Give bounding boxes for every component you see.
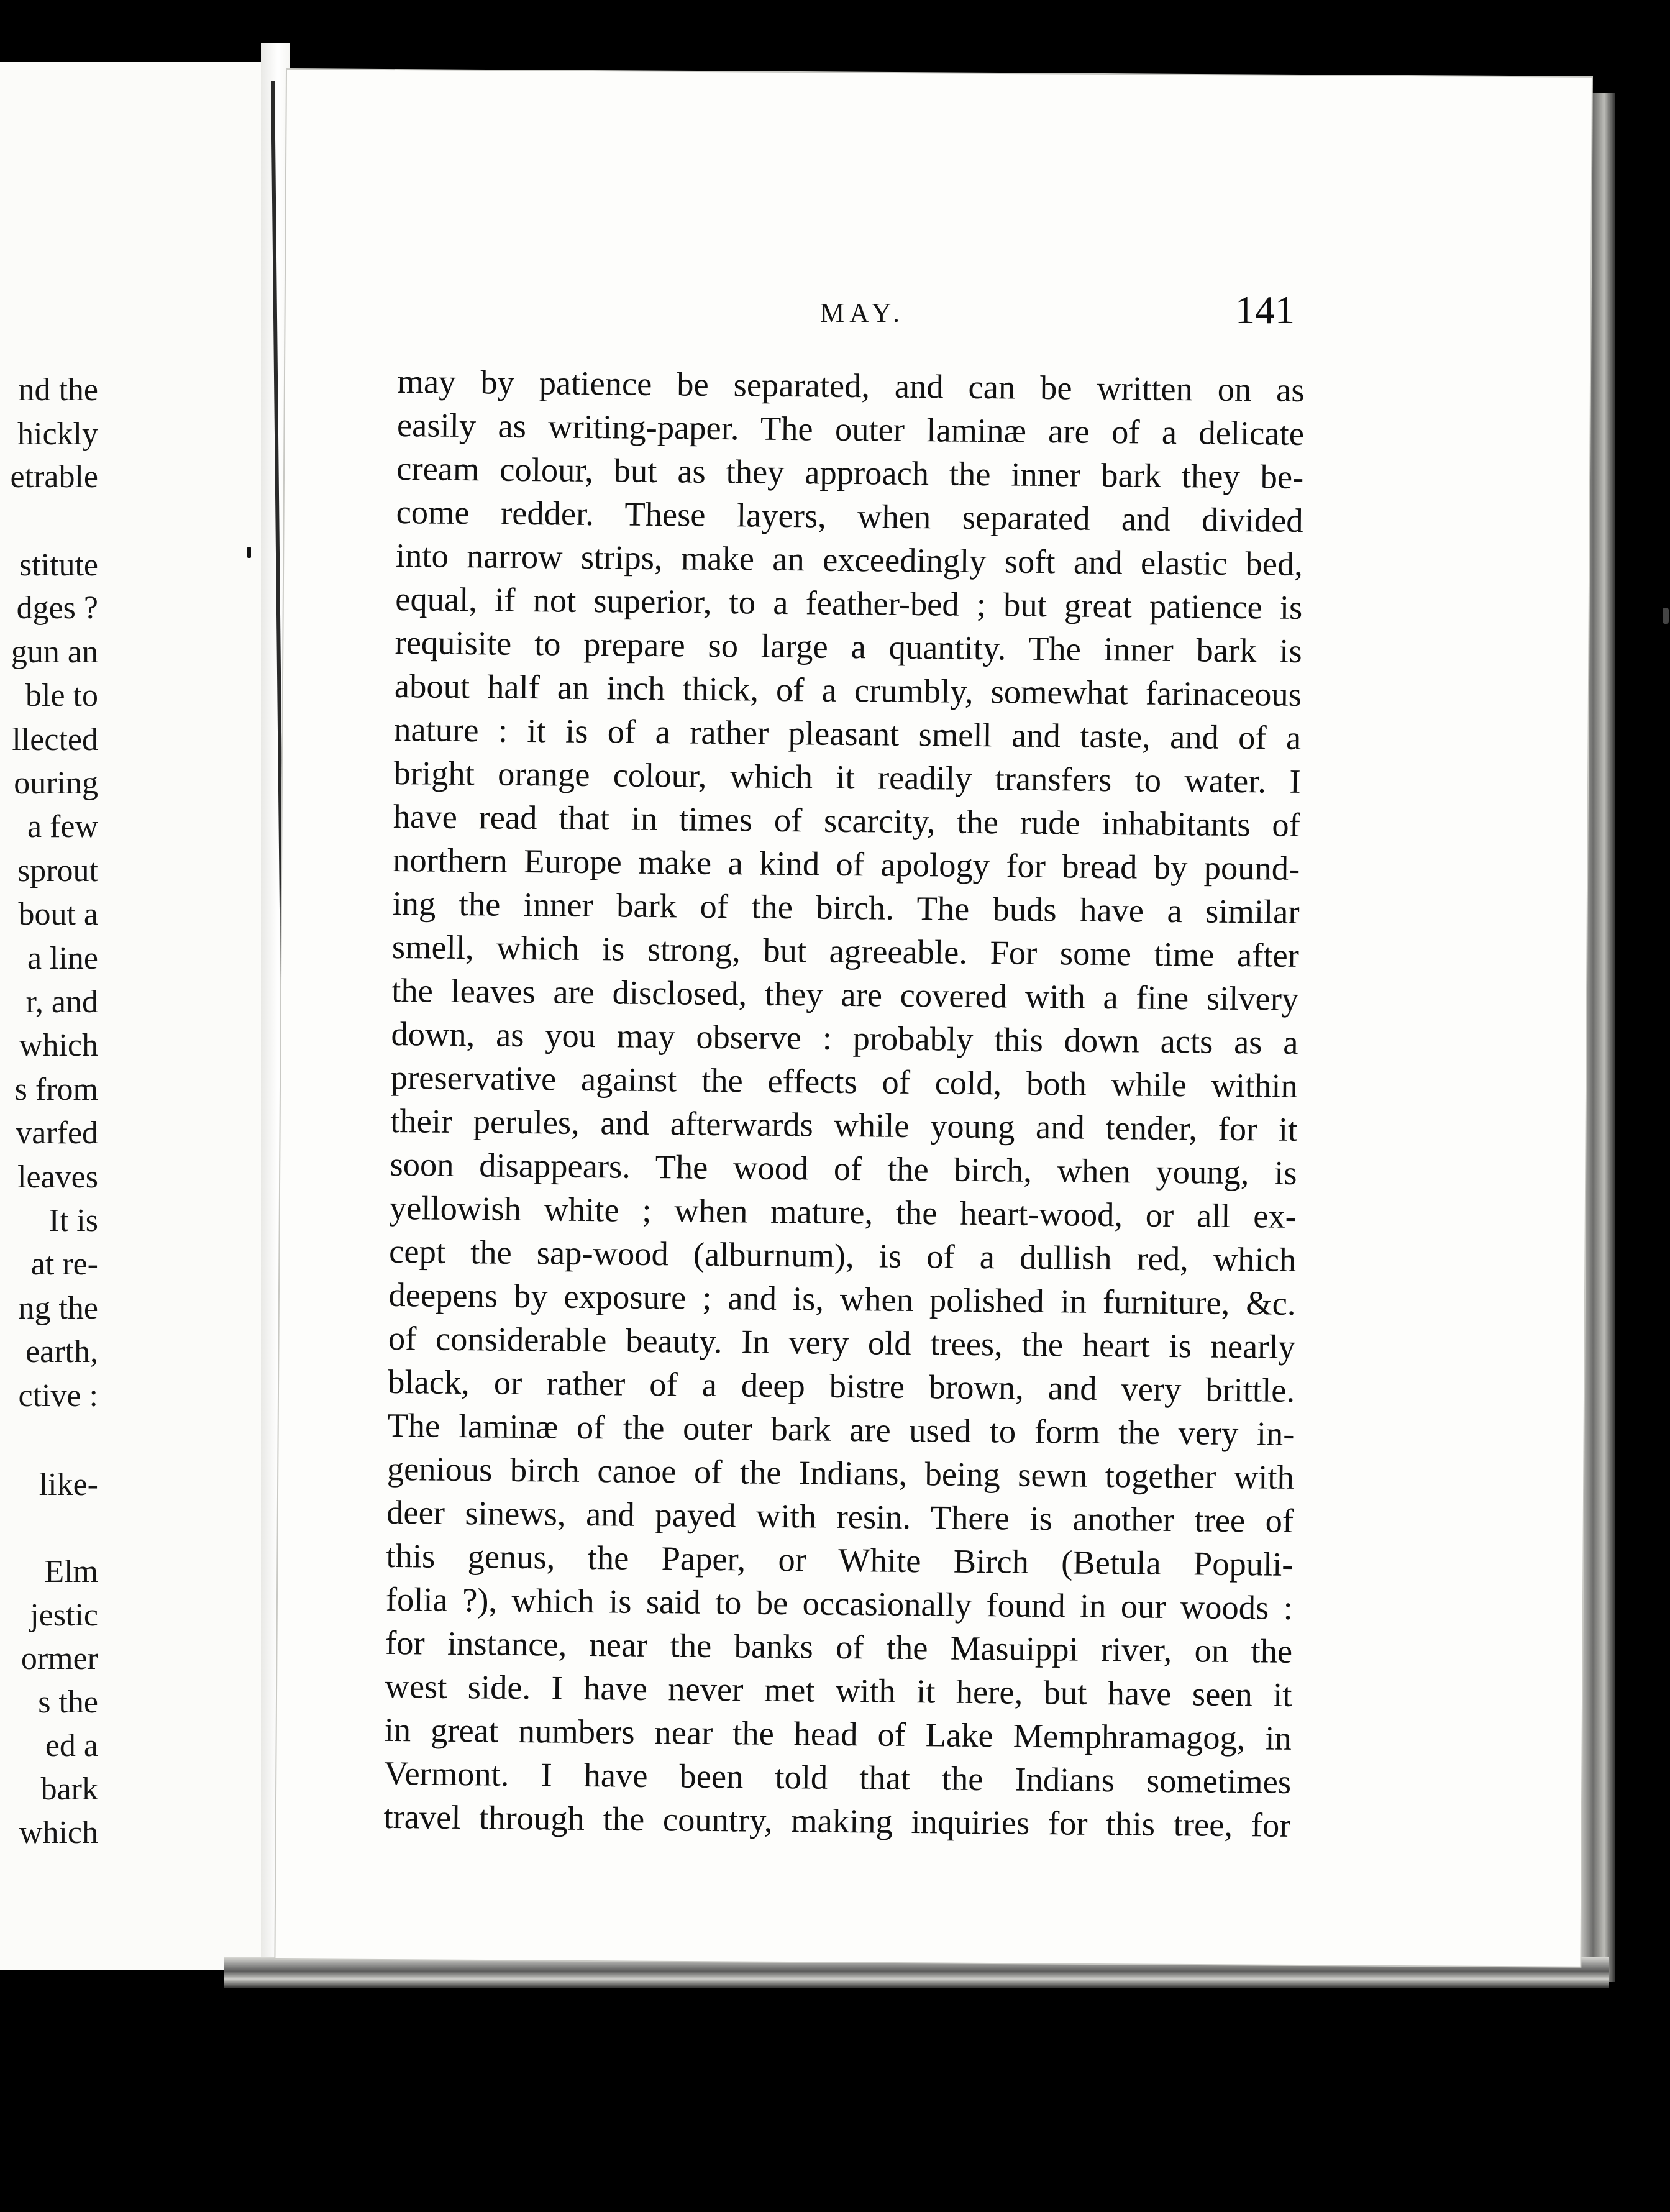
previous-page-line: llected — [12, 722, 98, 757]
previous-page-line: bark — [40, 1771, 98, 1807]
text-line: requisite to prepare so large a quantity. The inner bark is — [395, 623, 1302, 670]
text-line: come redder. These layers, when separated and divided — [396, 492, 1303, 540]
text-line: have read that in times of scarcity, the rude inhabitants of — [393, 797, 1301, 844]
previous-page-line: earth, — [25, 1334, 98, 1369]
running-head: MAY. — [820, 298, 905, 328]
text-line: folia ?), which is said to be occasionally found in our woods : — [385, 1579, 1294, 1627]
previous-page-line: which — [19, 1028, 98, 1063]
previous-page-line: ormer — [21, 1641, 98, 1676]
text-line: deepens by exposure ; and is, when polished in furniture, &c. — [388, 1275, 1296, 1322]
previous-page-line: a few — [27, 809, 98, 844]
previous-page-line: leaves — [17, 1159, 98, 1195]
previous-page-line: ng the — [18, 1291, 98, 1326]
previous-page-line: Elm — [44, 1554, 98, 1589]
text-line: preservative against the effects of cold, both while within — [390, 1058, 1298, 1105]
previous-page-line: hickly — [17, 416, 98, 452]
previous-page-line: varfed — [16, 1115, 98, 1151]
text-line: for instance, near the banks of the Masuippi river, on the — [385, 1623, 1293, 1670]
previous-page-line: ctive : — [18, 1378, 98, 1414]
text-line: yellowish white ; when mature, the heart-wood, or all ex- — [389, 1188, 1297, 1235]
text-line: down, as you may observe : probably this down acts as a — [391, 1014, 1298, 1061]
text-line: equal, if not superior, to a feather-bed ; but great patience is — [395, 579, 1303, 626]
text-line: bright orange colour, which it readily transfers to water. I — [393, 753, 1301, 800]
previous-page-line: ed a — [45, 1728, 98, 1763]
previous-page-line: nd the — [18, 372, 98, 408]
previous-page-line: gun an — [11, 634, 98, 670]
previous-page-line: jestic — [30, 1597, 98, 1633]
text-line: black, or rather of a deep bistre brown, and very brittle. — [387, 1362, 1295, 1409]
previous-page-line: at re- — [30, 1246, 98, 1282]
page-number: 141 — [1235, 288, 1295, 332]
previous-page-line: r, and — [25, 984, 98, 1020]
text-line: easily as writing-paper. The outer laminæ are of a delicate — [396, 405, 1305, 453]
text-line: this genus, the Paper, or White Birch (Betula Populi- — [386, 1536, 1294, 1583]
text-line: soon disappears. The wood of the birch, when young, is — [390, 1145, 1297, 1192]
previous-page-line: s from — [14, 1072, 98, 1107]
scan-edge-artifact — [1663, 608, 1669, 624]
text-line: smell, which is strong, but agreeable. For some time after — [391, 927, 1300, 974]
previous-page-line: It is — [48, 1203, 98, 1238]
previous-page-line: s the — [38, 1684, 98, 1720]
previous-page-line: sprout — [17, 853, 98, 889]
text-line: ing the inner bark of the birch. The buds have a similar — [392, 884, 1300, 931]
text-line: genious birch canoe of the Indians, being sewn together with — [386, 1449, 1295, 1496]
previous-page-line: ble to — [25, 678, 98, 713]
text-line: travel through the country, making inquiries for this tree, for — [383, 1797, 1291, 1844]
text-line: cream colour, but as they approach the inner bark they be- — [396, 449, 1304, 496]
text-line: about half an inch thick, of a crumbly, somewhat farinaceous — [394, 666, 1302, 713]
text-line: deer sinews, and payed with resin. There is another tree of — [386, 1492, 1294, 1540]
previous-page-line: which — [19, 1815, 98, 1850]
previous-page-line: a line — [27, 941, 98, 976]
text-line: northern Europe make a kind of apology for bread by pound- — [392, 840, 1300, 887]
text-line: their perules, and afterwards while young and tender, for it — [390, 1101, 1298, 1148]
previous-page — [0, 62, 261, 1970]
ink-speck — [247, 547, 251, 558]
text-line: The laminæ of the outer bark are used to form the very in- — [387, 1405, 1295, 1453]
text-line: west side. I have never met with it here, but have seen it — [385, 1666, 1292, 1714]
text-line: Vermont. I have been told that the Indians sometimes — [383, 1753, 1292, 1801]
previous-page-line: ouring — [14, 766, 98, 801]
previous-page-line: like- — [39, 1467, 98, 1502]
text-line: nature : it is of a rather pleasant smell and taste, and of a — [394, 710, 1302, 757]
previous-page-line: bout a — [18, 897, 98, 932]
previous-page-line: etrable — [10, 459, 98, 495]
previous-page-line: stitute — [19, 547, 98, 583]
text-line: of considerable beauty. In very old trees, the heart is nearly — [388, 1319, 1296, 1366]
text-line: may by patience be separated, and can be written on as — [397, 362, 1305, 409]
text-line: into narrow strips, make an exceedingly soft and elastic bed, — [395, 536, 1303, 583]
text-line: in great numbers near the head of Lake Memphramagog, in — [384, 1710, 1292, 1757]
text-line: the leaves are disclosed, they are covered with a fine silvery — [391, 971, 1299, 1018]
previous-page-line: dges ? — [16, 590, 98, 626]
text-line: cept the sap-wood (alburnum), is of a dullish red, which — [388, 1232, 1297, 1279]
